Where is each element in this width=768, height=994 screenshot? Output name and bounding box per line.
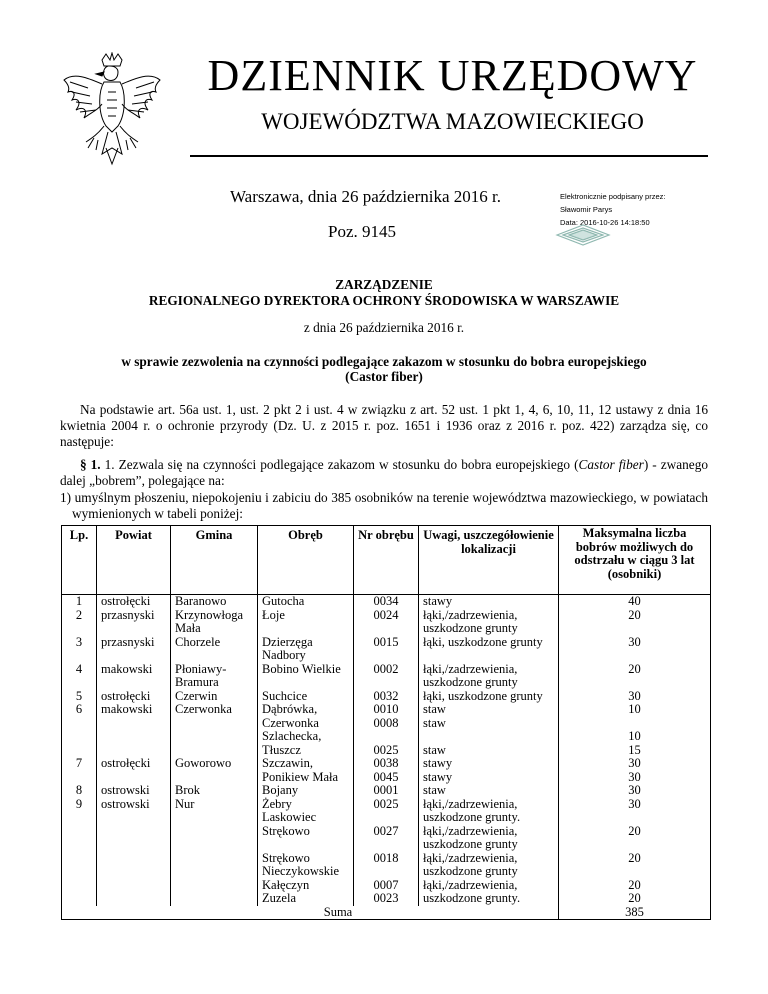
cell-lp <box>62 744 97 758</box>
cell-nr: 0025 <box>354 798 419 812</box>
cell-uwagi: łąki,/zadrzewienia, <box>419 879 559 893</box>
cell-nr: 0007 <box>354 879 419 893</box>
cell-nr: 0002 <box>354 663 419 677</box>
preamble: Na podstawie art. 56a ust. 1, ust. 2 pkt 2 i ust. 4 w związku z art. 52 ust. 1 pkt 1, 4, 6, 10, 11, 12 ustawy z dnia 16 kwietnia 2004 r. o ochronie przyrody (Dz. U. z 2015 r. poz. 1651 i 1936 oraz z 2016 r. poz. 422) zarządza się, co następuje: <box>60 402 708 449</box>
cell-powiat: makowski <box>97 703 171 717</box>
cell-uwagi: uszkodzone grunty <box>419 676 559 690</box>
signature-label: Elektronicznie podpisany przez: <box>560 192 666 201</box>
cell-obreb: Szczawin, <box>258 757 354 771</box>
table-row <box>62 811 711 825</box>
signature-seal-icon <box>555 224 611 246</box>
cell-powiat: ostrowski <box>97 784 171 798</box>
cell-powiat <box>97 811 171 825</box>
cell-gmina <box>171 811 258 825</box>
cell-nr: 0034 <box>354 595 419 609</box>
item-1: 1) umyślnym płoszeniu, niepokojeniu i zabiciu do 385 osobników na terenie województwa mazowieckiego, w powiatach wymienionych w tabeli poniżej: <box>60 490 708 521</box>
cell-obreb <box>258 676 354 690</box>
cell-gmina: Płoniawy- <box>171 663 258 677</box>
cell-lp <box>62 771 97 785</box>
cell-gmina: Mała <box>171 622 258 636</box>
cell-max: 40 <box>559 595 711 609</box>
section-number: § 1. <box>80 457 101 472</box>
table-row <box>62 690 711 704</box>
cell-powiat <box>97 744 171 758</box>
cell-gmina <box>171 838 258 852</box>
cell-uwagi: uszkodzone grunty. <box>419 892 559 906</box>
cell-gmina <box>171 649 258 663</box>
cell-uwagi: stawy <box>419 757 559 771</box>
cell-gmina <box>171 730 258 744</box>
cell-obreb: Strękowo <box>258 852 354 866</box>
table-row <box>62 838 711 852</box>
cell-obreb: Kałęczyn <box>258 879 354 893</box>
cell-nr <box>354 838 419 852</box>
cell-uwagi: staw <box>419 703 559 717</box>
signature-date: Data: 2016-10-26 14:18:50 <box>560 218 650 227</box>
cell-uwagi: łąki, uszkodzone grunty <box>419 690 559 704</box>
journal-title: DZIENNIK URZĘDOWY <box>207 51 698 100</box>
cell-obreb: Strękowo <box>258 825 354 839</box>
cell-obreb: Laskowiec <box>258 811 354 825</box>
cell-max: 20 <box>559 852 711 866</box>
eagle-emblem-icon <box>58 52 166 172</box>
table-row <box>62 703 711 717</box>
cell-lp <box>62 730 97 744</box>
cell-powiat <box>97 865 171 879</box>
ordinance-subject <box>60 354 708 384</box>
cell-uwagi <box>419 649 559 663</box>
table-row <box>62 609 711 623</box>
cell-gmina <box>171 865 258 879</box>
cell-uwagi: łąki, uszkodzone grunty <box>419 636 559 650</box>
cell-nr: 0024 <box>354 609 419 623</box>
cell-obreb: Bobino Wielkie <box>258 663 354 677</box>
sum-label: Suma <box>62 906 559 920</box>
table-row <box>62 852 711 866</box>
cell-uwagi: łąki,/zadrzewienia, <box>419 663 559 677</box>
cell-lp <box>62 717 97 731</box>
section-text-b: ) - zwanego dalej „bobrem”, polegające na: <box>60 457 708 488</box>
table-row <box>62 879 711 893</box>
cell-lp: 1 <box>62 595 97 609</box>
ordinance-type: ZARZĄDZENIE <box>335 277 433 292</box>
header-powiat: Powiat <box>97 526 171 595</box>
cell-max: 20 <box>559 879 711 893</box>
cell-nr: 0038 <box>354 757 419 771</box>
cell-obreb: Szlachecka, <box>258 730 354 744</box>
table-row <box>62 622 711 636</box>
cell-max: 10 <box>559 730 711 744</box>
cell-lp <box>62 865 97 879</box>
cell-gmina <box>171 852 258 866</box>
cell-powiat: ostrołęcki <box>97 595 171 609</box>
cell-lp: 5 <box>62 690 97 704</box>
table-row <box>62 595 711 609</box>
cell-max: 30 <box>559 771 711 785</box>
cell-nr: 0032 <box>354 690 419 704</box>
table-row <box>62 744 711 758</box>
cell-max: 10 <box>559 703 711 717</box>
cell-gmina <box>171 825 258 839</box>
table-row <box>62 636 711 650</box>
cell-gmina: Chorzele <box>171 636 258 650</box>
cell-lp <box>62 879 97 893</box>
cell-gmina: Czerwin <box>171 690 258 704</box>
cell-lp <box>62 892 97 906</box>
cell-obreb: Bojany <box>258 784 354 798</box>
cell-uwagi: stawy <box>419 771 559 785</box>
signature-signer: Sławomir Parys <box>560 205 613 214</box>
header-obreb: Obręb <box>258 526 354 595</box>
sum-row <box>62 906 711 920</box>
table-row <box>62 649 711 663</box>
cell-lp <box>62 811 97 825</box>
cell-gmina <box>171 744 258 758</box>
table-row <box>62 663 711 677</box>
cell-obreb: Czerwonka <box>258 717 354 731</box>
cell-nr: 0025 <box>354 744 419 758</box>
sum-value: 385 <box>559 906 711 920</box>
table-row <box>62 730 711 744</box>
cell-uwagi: staw <box>419 717 559 731</box>
subject-species: (Castor fiber) <box>345 369 423 384</box>
cell-powiat <box>97 852 171 866</box>
table-header-row <box>62 526 711 595</box>
cell-obreb: Dzierzęga <box>258 636 354 650</box>
cell-uwagi: staw <box>419 784 559 798</box>
cell-gmina: Nur <box>171 798 258 812</box>
cell-nr <box>354 622 419 636</box>
cell-obreb: Zuzela <box>258 892 354 906</box>
cell-powiat <box>97 649 171 663</box>
masthead-divider <box>190 155 708 157</box>
cell-uwagi <box>419 730 559 744</box>
table-row <box>62 676 711 690</box>
table-row <box>62 865 711 879</box>
cell-nr <box>354 865 419 879</box>
cell-obreb <box>258 622 354 636</box>
cell-nr <box>354 730 419 744</box>
cell-lp <box>62 649 97 663</box>
header-gmina: Gmina <box>171 526 258 595</box>
cell-nr <box>354 811 419 825</box>
cell-uwagi: łąki,/zadrzewienia, <box>419 825 559 839</box>
cell-obreb: Żebry <box>258 798 354 812</box>
permit-table <box>61 525 711 920</box>
cell-obreb: Suchcice <box>258 690 354 704</box>
header-lp: Lp. <box>62 526 97 595</box>
cell-max <box>559 622 711 636</box>
cell-max: 20 <box>559 609 711 623</box>
cell-max: 15 <box>559 744 711 758</box>
cell-powiat: ostrowski <box>97 798 171 812</box>
cell-lp <box>62 852 97 866</box>
cell-powiat <box>97 838 171 852</box>
cell-lp: 4 <box>62 663 97 677</box>
cell-powiat: makowski <box>97 663 171 677</box>
cell-uwagi: łąki,/zadrzewienia, <box>419 798 559 812</box>
cell-lp: 7 <box>62 757 97 771</box>
cell-powiat <box>97 825 171 839</box>
cell-lp: 6 <box>62 703 97 717</box>
cell-nr: 0027 <box>354 825 419 839</box>
table-row <box>62 757 711 771</box>
cell-powiat <box>97 717 171 731</box>
cell-max: 30 <box>559 784 711 798</box>
cell-max <box>559 811 711 825</box>
cell-lp: 9 <box>62 798 97 812</box>
cell-powiat: ostrołęcki <box>97 690 171 704</box>
cell-lp: 3 <box>62 636 97 650</box>
cell-max <box>559 865 711 879</box>
cell-max: 30 <box>559 690 711 704</box>
publication-date: Warszawa, dnia 26 października 2016 r. <box>230 187 501 206</box>
cell-gmina <box>171 879 258 893</box>
journal-subtitle: WOJEWÓDZTWA MAZOWIECKIEGO <box>261 109 644 134</box>
cell-powiat: przasnyski <box>97 609 171 623</box>
cell-gmina: Baranowo <box>171 595 258 609</box>
cell-gmina: Goworowo <box>171 757 258 771</box>
table-row <box>62 771 711 785</box>
cell-lp: 8 <box>62 784 97 798</box>
cell-uwagi: uszkodzone grunty <box>419 865 559 879</box>
cell-lp: 2 <box>62 609 97 623</box>
position-number: Poz. 9145 <box>328 222 396 241</box>
cell-powiat <box>97 676 171 690</box>
cell-lp <box>62 622 97 636</box>
cell-powiat: przasnyski <box>97 636 171 650</box>
cell-powiat <box>97 892 171 906</box>
cell-nr: 0015 <box>354 636 419 650</box>
cell-nr: 0008 <box>354 717 419 731</box>
cell-nr: 0010 <box>354 703 419 717</box>
table-row <box>62 717 711 731</box>
section-1 <box>60 457 708 489</box>
cell-obreb: Nadbory <box>258 649 354 663</box>
cell-nr <box>354 649 419 663</box>
cell-powiat <box>97 771 171 785</box>
cell-max <box>559 676 711 690</box>
cell-max <box>559 717 711 731</box>
cell-powiat <box>97 622 171 636</box>
cell-max: 30 <box>559 798 711 812</box>
cell-powiat <box>97 879 171 893</box>
species-latin: Castor fiber <box>578 457 644 472</box>
cell-lp <box>62 838 97 852</box>
cell-obreb: Nieczykowskie <box>258 865 354 879</box>
cell-obreb: Gutocha <box>258 595 354 609</box>
cell-max: 20 <box>559 892 711 906</box>
cell-obreb <box>258 838 354 852</box>
ordinance-date: z dnia 26 października 2016 r. <box>303 320 465 335</box>
cell-powiat <box>97 730 171 744</box>
table-row <box>62 784 711 798</box>
cell-powiat: ostrołęcki <box>97 757 171 771</box>
cell-nr: 0001 <box>354 784 419 798</box>
cell-lp <box>62 825 97 839</box>
cell-gmina <box>171 771 258 785</box>
cell-gmina <box>171 717 258 731</box>
cell-gmina: Brok <box>171 784 258 798</box>
cell-nr: 0023 <box>354 892 419 906</box>
cell-gmina: Krzynowłoga <box>171 609 258 623</box>
ordinance-issuer: REGIONALNEGO DYREKTORA OCHRONY ŚRODOWISKA W WARSZAWIE <box>148 293 620 308</box>
cell-uwagi: łąki,/zadrzewienia, <box>419 852 559 866</box>
cell-gmina <box>171 892 258 906</box>
cell-lp <box>62 676 97 690</box>
cell-obreb: Dąbrówka, <box>258 703 354 717</box>
cell-gmina: Czerwonka <box>171 703 258 717</box>
cell-max: 20 <box>559 825 711 839</box>
cell-obreb: Łoje <box>258 609 354 623</box>
cell-max <box>559 838 711 852</box>
cell-gmina: Bramura <box>171 676 258 690</box>
table-row <box>62 798 711 812</box>
cell-uwagi: uszkodzone grunty <box>419 622 559 636</box>
section-text-a: 1. Zezwala się na czynności podlegające zakazom w stosunku do bobra europejskiego ( <box>100 457 579 472</box>
cell-uwagi: staw <box>419 744 559 758</box>
header-uwagi: Uwagi, uszczegółowienie lokalizacji <box>419 526 559 595</box>
cell-nr <box>354 676 419 690</box>
cell-uwagi: stawy <box>419 595 559 609</box>
cell-obreb: Ponikiew Mała <box>258 771 354 785</box>
subject-line: w sprawie zezwolenia na czynności podlegające zakazom w stosunku do bobra europejskiego <box>121 354 647 369</box>
table-row <box>62 892 711 906</box>
cell-obreb: Tłuszcz <box>258 744 354 758</box>
cell-uwagi: uszkodzone grunty <box>419 838 559 852</box>
cell-max: 20 <box>559 663 711 677</box>
cell-uwagi: łąki,/zadrzewienia, <box>419 609 559 623</box>
header-nr: Nr obrębu <box>354 526 419 595</box>
header-max: Maksymalna liczba bobrów możliwych do odstrzału w ciągu 3 lat (osobniki) <box>559 526 711 595</box>
cell-nr: 0045 <box>354 771 419 785</box>
cell-max: 30 <box>559 757 711 771</box>
cell-max: 30 <box>559 636 711 650</box>
cell-uwagi: uszkodzone grunty. <box>419 811 559 825</box>
cell-nr: 0018 <box>354 852 419 866</box>
ordinance-title <box>60 277 708 309</box>
table-row <box>62 825 711 839</box>
cell-max <box>559 649 711 663</box>
